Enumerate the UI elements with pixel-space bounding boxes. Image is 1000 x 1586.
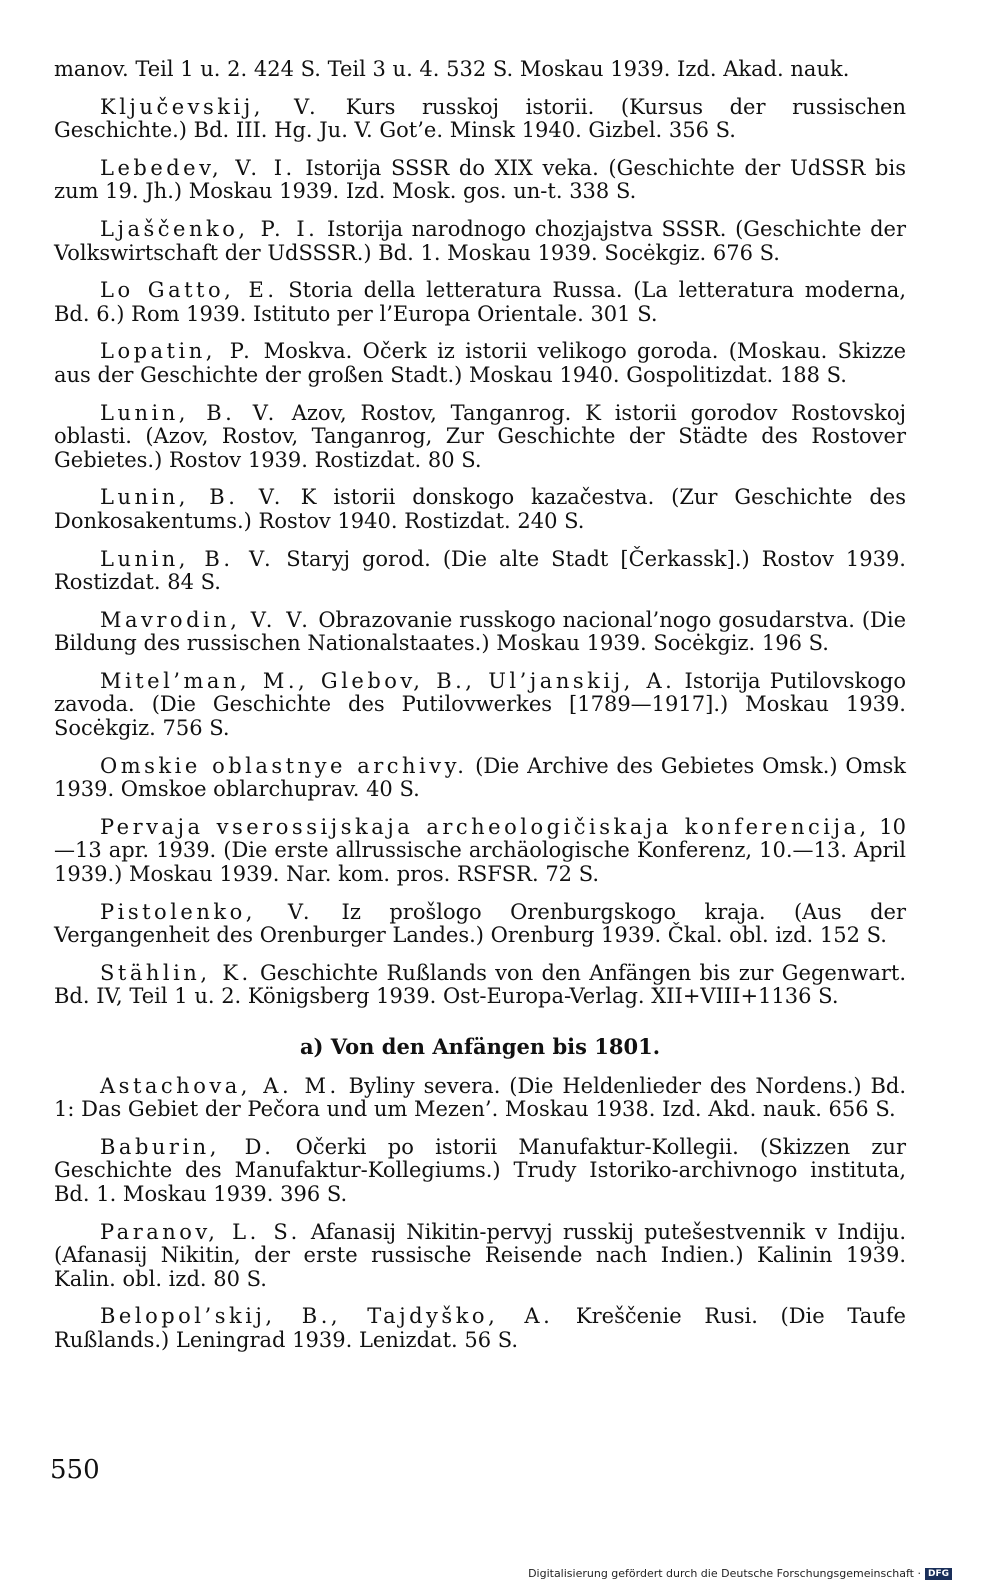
entry-text: Istorija narodnogo chozjajstva SSSR. (Geschichte der Volkswirtschaft der UdSSSR.) Bd. 1. Moskau 1939. Socėkgiz. 676 S. — [54, 216, 906, 265]
bibliography-entry — [54, 1305, 906, 1352]
entry-author: Mitel’man, M., Glebov, B., Ul’janskij, A. — [100, 668, 676, 693]
entry-author: Baburin, D. — [100, 1134, 275, 1159]
entry-text: Azov, Rostov, Tanganrog. K istorii gorodov Rostovskoj oblasti. (Azov, Rostov, Tanganrog, Zur Geschichte der Städte des Rostover Gebietes.) Rostov 1939. Rostizdat. 80 S. — [54, 400, 906, 472]
entry-text: (Die Archive des Gebietes Omsk.) Omsk 1939. Omskoe oblarchuprav. 40 S. — [54, 753, 907, 802]
entry-author: Stählin, K. — [100, 960, 252, 985]
bibliography-entry — [54, 58, 906, 82]
entry-text: Kurs russkoj istorii. (Kursus der russischen Geschichte.) Bd. III. Hg. Ju. V. Got’e. Minsk 1940. Gizbel. 356 S. — [54, 94, 906, 143]
digitization-footer — [528, 1567, 952, 1580]
entry-author: Lopatin, P. — [100, 339, 254, 364]
entry-text: Istorija SSSR do XIX veka. (Geschichte der UdSSR bis zum 19. Jh.) Moskau 1939. Izd. Mosk. gos. un-t. 338 S. — [54, 155, 906, 204]
entry-author: Lunin, B. V. — [100, 400, 278, 425]
bibliography-entry — [54, 157, 906, 204]
entry-author: Lunin, B. V. — [100, 546, 275, 571]
entry-author: Mavrodin, V. V. — [100, 607, 312, 632]
entry-author: Paranov, L. S. — [100, 1219, 301, 1244]
bibliography-entry — [54, 816, 906, 887]
entry-text: Obrazovanie russkogo nacional’nogo gosudarstva. (Die Bildung des russischen Nationalstaates.) Moskau 1939. Socėkgiz. 196 S. — [54, 607, 906, 656]
entry-author: Astachova, A. M. — [100, 1073, 340, 1098]
entry-text: Moskva. Očerk iz istorii velikogo goroda. (Moskau. Skizze aus der Geschichte der großen Stadt.) Moskau 1940. Gospolitizdat. 188 S. — [54, 339, 906, 387]
bibliography-entry — [54, 1221, 906, 1292]
entry-author: Omskie oblastnye archivy. — [100, 753, 468, 778]
page-number: 550 — [50, 1455, 100, 1485]
bibliography-entry — [54, 402, 906, 473]
entry-text: Očerki po istorii Manufaktur-Kollegii. (Skizzen zur Geschichte des Manufaktur-Kollegiums.) Trudy Istoriko-archivnogo instituta, Bd. 1. Moskau 1939. 396 S. — [54, 1134, 906, 1206]
bibliography-entry — [54, 670, 906, 741]
entry-author: Ljaščenko, P. I. — [100, 216, 319, 241]
entry-text: K istorii donskogo kazačestva. (Zur Geschichte des Donkosakentums.) Rostov 1940. Rostizdat. 240 S. — [54, 485, 906, 533]
bibliography-entry — [54, 901, 906, 948]
bibliography-entry — [54, 279, 906, 326]
bibliography-entry — [54, 962, 906, 1009]
entry-text: Staryj gorod. (Die alte Stadt [Čerkassk].) Rostov 1939. Rostizdat. 84 S. — [54, 546, 906, 595]
entry-text: Istorija Putilovskogo zavoda. (Die Geschichte des Putilovwerkes [1789—1917].) Moskau 1939. Socėkgiz. 756 S. — [54, 668, 906, 741]
bibliography-entry — [54, 609, 906, 656]
entry-text: Byliny severa. (Die Heldenlieder des Nordens.) Bd. 1: Das Gebiet der Pečora und um Mezen’. Moskau 1938. Izd. Akd. nauk. 656 S. — [54, 1073, 906, 1122]
bibliography-entry — [54, 755, 906, 802]
entry-author: Ključevskij, V. — [100, 94, 320, 119]
entry-text: 10—13 apr. 1939. (Die erste allrussische archäologische Konferenz, 10.—13. April 1939.) Moskau 1939. Nar. kom. pros. RSFSR. 72 S. — [54, 814, 906, 887]
bibliography-entry — [54, 548, 906, 595]
bibliography-page — [54, 58, 906, 1367]
entry-author: Lunin, B. V. — [100, 485, 284, 510]
entry-author: Lo Gatto, E. — [100, 278, 278, 303]
entry-text: Kreščenie Rusi. (Die Taufe Rußlands.) Leningrad 1939. Lenizdat. 56 S. — [54, 1304, 906, 1352]
section-heading: a) Von den Anfängen bis 1801. — [299, 1034, 661, 1059]
bibliography-entry — [54, 486, 906, 533]
bibliography-entry — [54, 1136, 906, 1207]
entry-author: Belopol’skij, B., Tajdyško, A. — [100, 1304, 554, 1329]
entry-text: manov. Teil 1 u. 2. 424 S. Teil 3 u. 4. 532 S. Moskau 1939. Izd. Akad. nauk. — [54, 57, 850, 81]
bibliography-entry — [54, 340, 906, 387]
dfg-logo-icon: DFG — [925, 1568, 952, 1580]
entry-text: Geschichte Rußlands von den Anfängen bis zur Gegenwart. Bd. IV, Teil 1 u. 2. Königsberg 1939. Ost-Europa-Verlag. XII+VIII+1136 S. — [54, 960, 906, 1009]
entry-text: Iz prošlogo Orenburgskogo kraja. (Aus der Vergangenheit des Orenburger Landes.) Orenburg 1939. Čkal. obl. izd. 152 S. — [54, 899, 906, 948]
footer-text: Digitalisierung gefördert durch die Deutsche Forschungsgemeinschaft · — [528, 1567, 921, 1580]
entry-author: Lebedev, V. I. — [100, 155, 296, 180]
bibliography-entry — [54, 1075, 906, 1122]
entry-text: Afanasij Nikitin-pervyj russkij putešestvennik v Indiju. (Afanasij Nikitin, der erste russische Reisende nach Indien.) Kalinin 1939. Kalin. obl. izd. 80 S. — [54, 1219, 906, 1291]
entry-author: Pistolenko, V. — [100, 899, 314, 924]
entry-text: Storia della letteratura Russa. (La letteratura moderna, Bd. 6.) Rom 1939. Istituto per l’Europa Orientale. 301 S. — [54, 278, 906, 326]
entry-author: Pervaja vserossijskaja archeologičiskaja konferencija, — [100, 814, 870, 839]
bibliography-entry — [54, 96, 906, 143]
bibliography-entry — [54, 218, 906, 265]
